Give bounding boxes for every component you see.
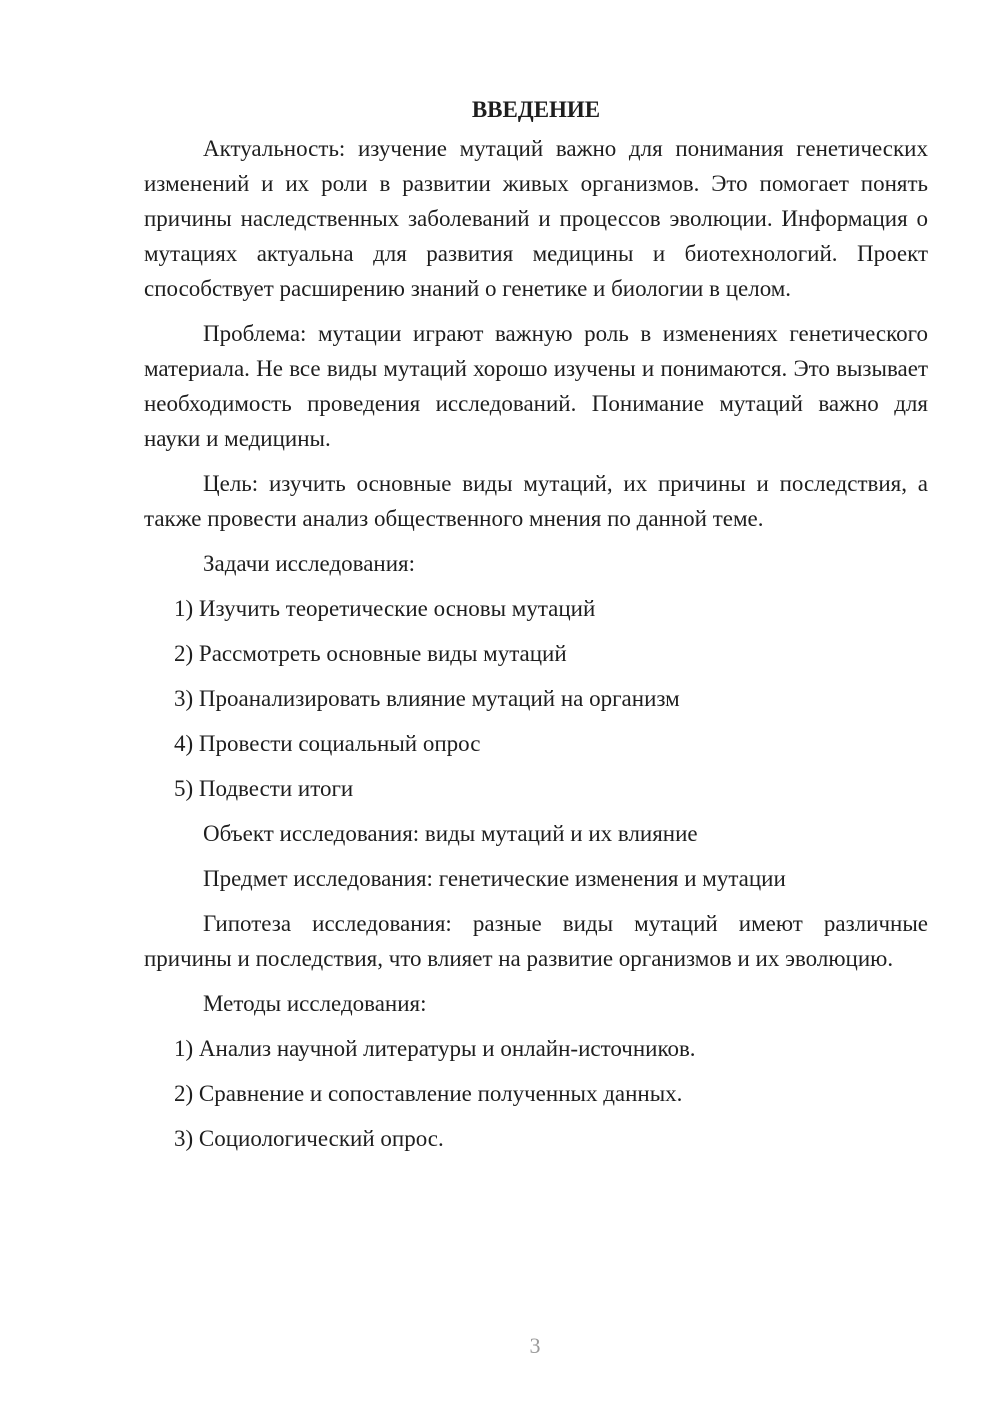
section-title: ВВЕДЕНИЕ <box>471 97 601 122</box>
task-item: 3) Проанализировать влияние мутаций на организм <box>174 686 680 711</box>
tasks-list <box>144 591 928 806</box>
task-item: 5) Подвести итоги <box>174 776 354 801</box>
method-item: 1) Анализ научной литературы и онлайн-источников. <box>174 1036 696 1061</box>
methods-heading: Методы исследования: <box>203 991 427 1016</box>
methods-list <box>144 1031 928 1156</box>
hypothesis-paragraph: Гипотеза исследования: разные виды мутаций имеют различные причины и последствия, что влияет на развитие организмов и их эволюцию. <box>144 911 928 971</box>
task-item: 4) Провести социальный опрос <box>174 731 481 756</box>
relevance-paragraph: Актуальность: изучение мутаций важно для понимания генетических изменений и их роли в развитии живых организмов. Это помогает понять причины наследственных заболеваний и процессов эволюции. Информация о мутациях актуальна для развития медицины и биотехнологий. Проект способствует расширению знаний о генетике и биологии в целом. <box>144 136 928 301</box>
task-item: 1) Изучить теоретические основы мутаций <box>174 596 596 621</box>
method-item: 2) Сравнение и сопоставление полученных данных. <box>174 1081 683 1106</box>
goal-paragraph: Цель: изучить основные виды мутаций, их причины и последствия, а также провести анализ общественного мнения по данной теме. <box>144 471 928 531</box>
page-content <box>144 92 928 1166</box>
method-item: 3) Социологический опрос. <box>174 1126 444 1151</box>
problem-paragraph: Проблема: мутации играют важную роль в изменениях генетического материала. Не все виды мутаций хорошо изучены и понимаются. Это вызывает необходимость проведения исследований. Понимание мутаций важно для науки и медицины. <box>144 321 928 451</box>
task-item: 2) Рассмотреть основные виды мутаций <box>174 641 567 666</box>
research-subject: Предмет исследования: генетические изменения и мутации <box>203 866 786 891</box>
page-number: 3 <box>529 1333 541 1358</box>
tasks-heading: Задачи исследования: <box>203 551 416 576</box>
research-object: Объект исследования: виды мутаций и их влияние <box>203 821 698 846</box>
